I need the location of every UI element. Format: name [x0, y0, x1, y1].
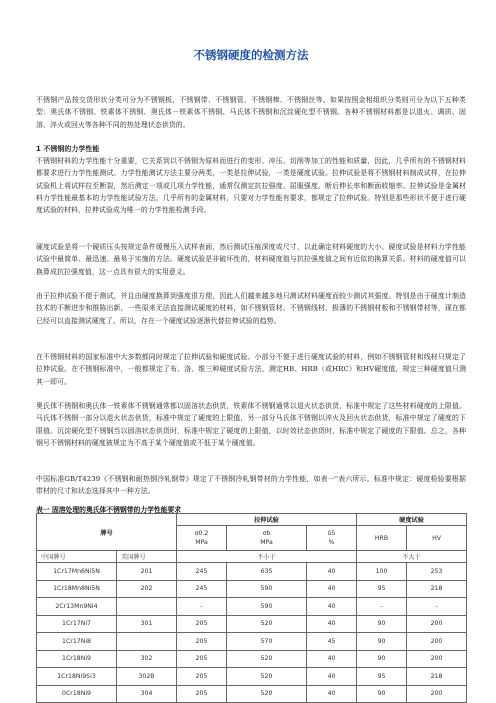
cell-sigma02: 205 — [177, 633, 227, 651]
header-grade: 牌号 — [37, 514, 177, 551]
cell-delta5: 40 — [307, 668, 357, 686]
cell-hv: 200 — [407, 615, 467, 633]
cell-sigma02: 205 — [177, 650, 227, 668]
intro-paragraph: 不锈钢产品按交货形状分类可分为不锈钢板、不锈钢带、不锈钢管、不锈钢棒、不锈钢丝等。如果按照金相组织分类则可分为以下五种类型：奥氏体不锈钢、铁素体不锈钢、奥氏体－铁素体不锈钢、马氏体不锈钢和沉淀硬化型不锈钢。各种不锈钢材料都是以退火、调质、固溶、淬火或回火等各种不同的热处理状态供货的。 — [36, 96, 466, 129]
cell-delta5: 45 — [307, 633, 357, 651]
cell-hv: - — [407, 598, 467, 616]
cell-cn-grade: 1Cr17Ni8 — [37, 633, 117, 651]
header-hardness: 硬度试验 — [357, 514, 467, 526]
cell-hrb: 90 — [357, 685, 407, 703]
header-hrb: HRB — [357, 526, 407, 551]
table-caption: 表一 固溶处理的奥氏体不锈钢带的力学性能要求 — [36, 506, 182, 514]
paragraph-standards: 在不锈钢材料的国家标准中大多数都同时规定了拉伸试验和硬度试验。小部分不便于进行硬度试验的材料，例如不锈钢管材和线材只规定了拉伸试验。在不锈钢标准中，一般都规定了布、洛、维三种硬度试验方法，测定HB、HRB（或HRC）和HV硬度值，规定三种硬度值只测其一即可。 — [36, 353, 466, 386]
cell-sigma-b: 570 — [227, 633, 307, 651]
cell-cn-grade: 1Cr17Ni7 — [37, 615, 117, 633]
cell-hv: 200 — [407, 633, 467, 651]
header-sigma-b-symbol: σb — [262, 530, 271, 537]
header-not-less: 不小于 — [177, 551, 357, 563]
section-heading-mechanical: 1 不锈钢的力学性能 — [36, 145, 100, 153]
cell-sigma-b: 635 — [227, 563, 307, 581]
cell-us-grade: 302B — [117, 668, 177, 686]
header-sigma-b — [227, 526, 307, 551]
table-row — [37, 633, 467, 651]
cell-cn-grade: 1Cr18Mn8Ni5N — [37, 580, 117, 598]
table-row — [37, 563, 467, 581]
header-hv: HV — [407, 526, 467, 551]
cell-delta5: 40 — [307, 598, 357, 616]
cell-hrb: - — [357, 598, 407, 616]
cell-sigma-b: 520 — [227, 668, 307, 686]
table-row — [37, 685, 467, 703]
cell-cn-grade: 1Cr18Ni9 — [37, 650, 117, 668]
header-sigma02 — [177, 526, 227, 551]
header-sigma02-unit: MPa — [195, 539, 208, 546]
cell-delta5: 40 — [307, 685, 357, 703]
cell-hv: 253 — [407, 563, 467, 581]
cell-cn-grade: 1Cr18Ni9Si3 — [37, 668, 117, 686]
header-delta5-symbol: δ5 — [327, 530, 336, 537]
header-tensile: 拉伸试验 — [177, 514, 357, 526]
cell-sigma02: 245 — [177, 580, 227, 598]
cell-cn-grade: 0Cr18Ni9 — [37, 685, 117, 703]
table-row — [37, 598, 467, 616]
cell-sigma02: 205 — [177, 685, 227, 703]
cell-hrb: 95 — [357, 668, 407, 686]
cell-sigma-b: 520 — [227, 615, 307, 633]
cell-hrb: 100 — [357, 563, 407, 581]
cell-delta5: 40 — [307, 580, 357, 598]
table-body — [37, 563, 467, 703]
cell-hv: 218 — [407, 668, 467, 686]
header-sigma02-symbol: σ0.2 — [194, 530, 209, 537]
cell-sigma-b: 590 — [227, 580, 307, 598]
cell-hrb: 95 — [357, 580, 407, 598]
cell-cn-grade: 1Cr17Mn6Ni5N — [37, 563, 117, 581]
cell-sigma-b: 520 — [227, 650, 307, 668]
header-delta5 — [307, 526, 357, 551]
cell-cn-grade: 2Cr13Mn9Ni4 — [37, 598, 117, 616]
cell-us-grade — [117, 633, 177, 651]
cell-delta5: 40 — [307, 563, 357, 581]
cell-us-grade: 202 — [117, 580, 177, 598]
cell-us-grade: 304 — [117, 685, 177, 703]
table-row — [37, 580, 467, 598]
paragraph-mechanical: 不锈钢材料的力学性能十分重要，它关系到以不锈钢为原料而进行的变形、冲压、切削等加工的性能和质量，因此，几乎所有的不锈钢材料都要求进行力学性能测试。力学性能测试方法主要分两类，一类是拉伸试验，一类是硬度试验。拉伸试验是将不锈钢材料制成试样，在拉伸试验机上将试样拉至断裂，然后测定一项或几项力学性能，通常仅测定抗拉强度、屈服强度、断后伸长率和断面收缩率。拉伸试验是金属材料力学性能最基本的力学性能试验方法，几乎所有的金属材料，只要对力学性能有要求，都规定了拉伸试验。特别是那些形状不便于进行硬度试验的材料，拉伸试验成为唯一的力学性能检测手段。 — [36, 157, 466, 215]
header-cn-grade: 中国牌号 — [37, 551, 117, 563]
cell-us-grade: 301 — [117, 615, 177, 633]
cell-hv: 200 — [407, 650, 467, 668]
cell-hrb: 90 — [357, 650, 407, 668]
paragraph-gbt4239: 中国标准GB/T4239《不锈钢和耐热钢冷轧钢带》规定了不锈钢冷轧钢带材的力学性能，如表一"表六所示。标准中规定：硬度检验要根据带材的尺寸和状态选择其中一种方法。 — [36, 475, 466, 496]
cell-delta5: 40 — [307, 650, 357, 668]
cell-us-grade — [117, 598, 177, 616]
document-title: 不锈钢硬度的检测方法 — [193, 48, 309, 62]
paragraph-hardness-test: 硬度试验是将一个硬质压头按规定条件缓慢压入试样表面，然后测试压痕深度或尺寸，以此确定材料硬度的大小。硬度试验是材料力学性能试验中最简单、最迅速、最易于实施的方法。硬度试验是非破坏性的，材料硬度值与抗拉强度值之间有近似的换算关系。材料的硬度值可以换算成抗拉强度值，这一点具有很大的实用意义。 — [36, 243, 466, 276]
table-row — [37, 615, 467, 633]
cell-sigma-b: 520 — [227, 685, 307, 703]
cell-hv: 218 — [407, 580, 467, 598]
cell-hrb: 90 — [357, 633, 407, 651]
cell-sigma02: - — [177, 598, 227, 616]
cell-sigma-b: 590 — [227, 598, 307, 616]
cell-delta5: 40 — [307, 615, 357, 633]
cell-us-grade: 201 — [117, 563, 177, 581]
cell-sigma02: 205 — [177, 668, 227, 686]
header-sigma-b-unit: MPa — [260, 539, 273, 546]
cell-sigma02: 205 — [177, 615, 227, 633]
header-not-more: 不大于 — [357, 551, 467, 563]
header-delta5-unit: % — [328, 539, 335, 546]
properties-table — [36, 513, 467, 703]
cell-us-grade: 302 — [117, 650, 177, 668]
cell-hv: 200 — [407, 685, 467, 703]
cell-sigma02: 245 — [177, 563, 227, 581]
header-us-grade: 美国牌号 — [117, 551, 177, 563]
table-row — [37, 668, 467, 686]
paragraph-trend: 由于拉伸试验不便于测试，并且由硬度换算到强度很方便，因此人们越来越多地只测试材料硬度而较少测试其强度。特别是由于硬度计制造技术的不断进步和推陈出新，一些原来无法直接测试硬度的材料，如不锈钢管材、不锈钢线材、极薄的不锈钢材板和不锈钢带材等，现在都已经可以直接测试硬度了。所以，存在一个硬度试验逐渐代替拉伸试验的趋势。 — [36, 292, 466, 325]
table-row — [37, 650, 467, 668]
paragraph-supply-state: 奥氏体不锈钢和奥氏体一铁素体不锈钢通常都以固溶状态供货，铁素体不锈钢通常以退火状态供货，标准中规定了这些材料硬度的上限值。马氏体不锈钢一部分以退火状态供货，标准中规定了硬度的上限值，另一部分马氏体不锈钢以淬火及回火状态供货，标准中规定了硬度的下限值。沉淀硬化型不锈钢当以固溶状态供货时，标准中规定了硬度的上限值，以时效状态供货时，标准中规定了硬度的下限值。总之，各种钢号不锈钢材料的硬度被规定为不高于某个硬度值或不低于某个硬度值。 — [36, 402, 466, 447]
cell-hrb: 90 — [357, 615, 407, 633]
